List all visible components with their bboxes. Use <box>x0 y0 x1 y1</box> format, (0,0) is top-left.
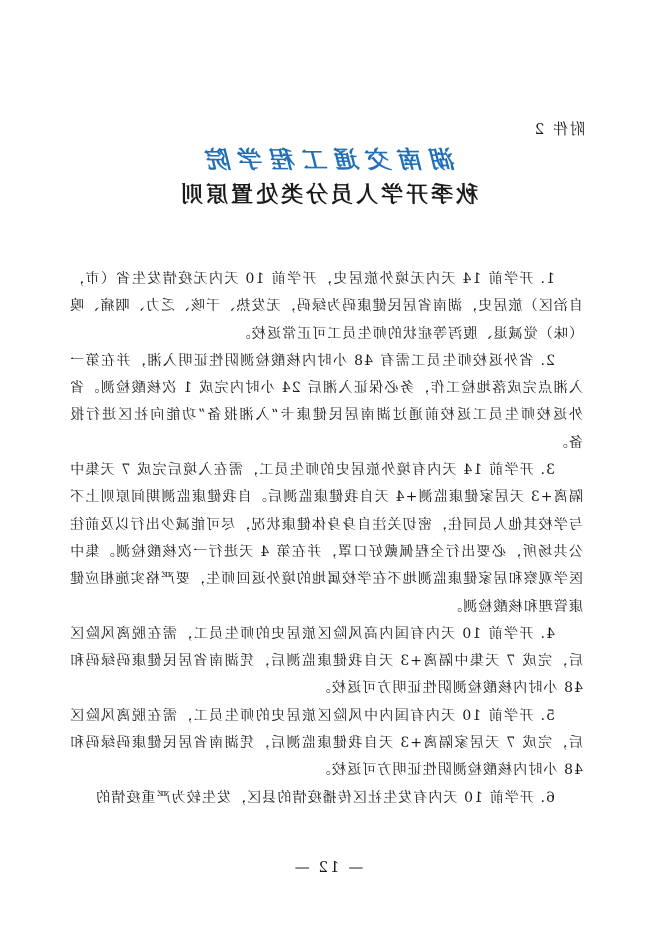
paragraph-5: 5. 开学前 10 天内有国内中风险区旅居史的师生员工，需在脱离风险区后，完成 7 天居家隔离+3 天自我健康监测后，凭湖南省居民健康码绿码和 48 小时内核酸检测阴性证明方可返校。 <box>69 707 583 779</box>
paragraph-4: 4. 开学前 10 天内有国内高风险区旅居史的师生员工，需在脱离风险区后，完成 7 天集中隔离+3 天自我健康监测后，凭湖南省居民健康码绿码和 48 小时内核酸检测阴性证明方可返校。 <box>69 625 583 697</box>
paragraph-2: 2. 省外返校师生员工需有 48 小时内核酸检测阴性证明入湘，并在第一入湘点完成落地检工作，务必保证入湘后 24 小时内完成 1 次核酸检测。省外返校师生员工返校前通过湖南居民健康卡“入湘报备”功能向社区进行报备。 <box>69 352 583 451</box>
paragraph-1: 1. 开学前 14 天内无境外旅居史，开学前 10 天内无疫情发生省（市，自治区）旅居史，湖南省居民健康码为绿码，无发热、干咳、乏力、咽痛、嗅（味）觉减退、腹泻等症状的师生员工可正常返校。 <box>69 271 583 342</box>
institution-logo-text: 湖南交通工程学院 <box>200 145 456 174</box>
document-title: 秋季开学人员分类处置原则 <box>178 182 479 208</box>
page-number: — 12 — <box>292 858 364 876</box>
document-body <box>69 266 583 812</box>
attachment-label: 附件 2 <box>532 120 585 138</box>
paragraph-3: 3. 开学前 14 天内有境外旅居史的师生员工，需在入境后完成 7 天集中隔离+3 天居家健康监测+4 天自我健康监测后。自我健康监测期间原则上不与学校其他人员同住，密切关注自身身体健康状况，尽可能减少出行以及前往公共场所，必要出行全程佩戴好口罩，并在第 4 天进行一次核酸检测。集中医学观察和居家健康监测地不在学校属地的境外返回师生，要严格实施相应健康管理和核酸检测。 <box>69 462 583 615</box>
paragraph-6: 6. 开学前 10 天内有发生社区传播疫情的县区，发生较为严重疫情的 <box>95 789 555 806</box>
